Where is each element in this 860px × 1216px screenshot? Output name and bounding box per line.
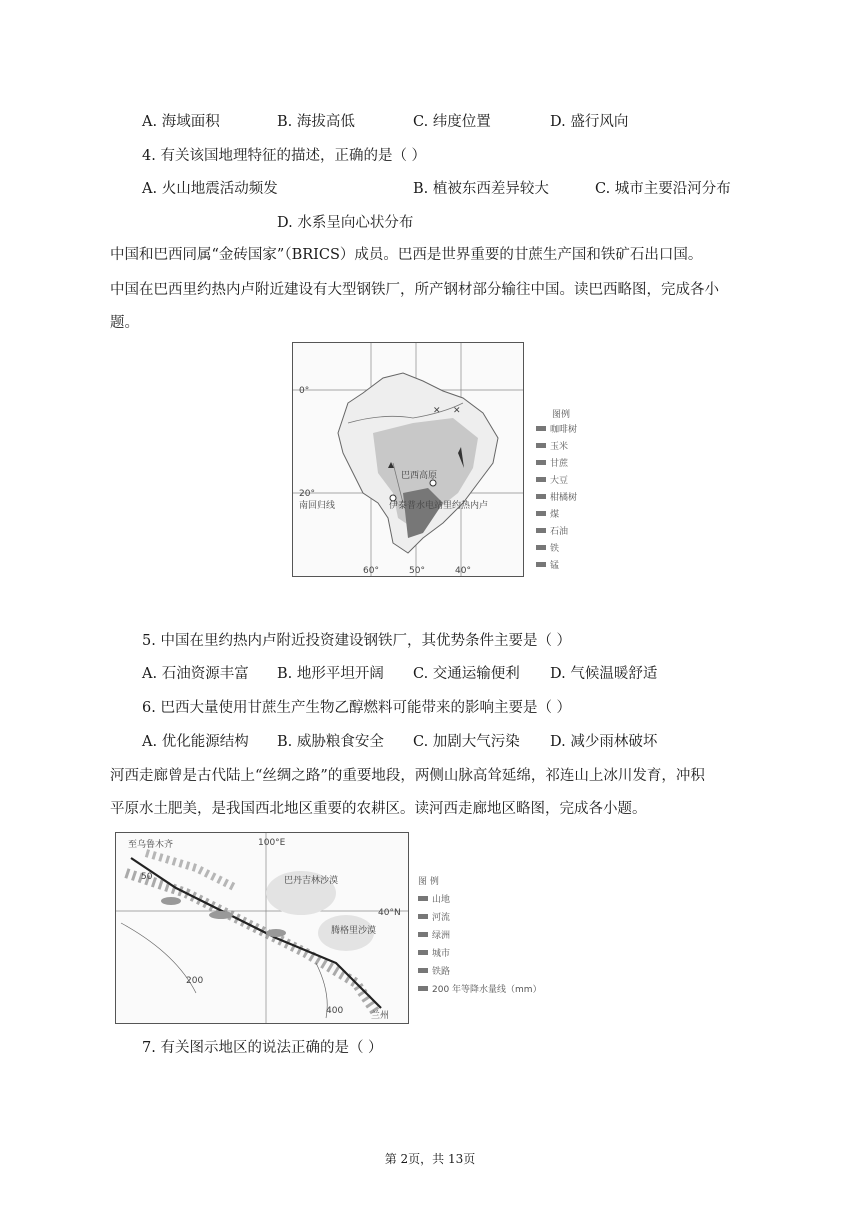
passage-brazil-line3: 题。 [110,315,139,331]
brazil-map [292,342,524,577]
lanzhou-label: 兰州 [371,1011,390,1021]
brazil-legend-item: 铁 [550,544,560,554]
hexi-legend-swatch [418,950,428,955]
brazil-legend-swatch [536,511,546,516]
page-footer: 第 2页，共 13页 [384,1152,476,1166]
tengger-label: 腾格里沙漠 [331,926,377,936]
q7-stem: 7. 有关图示地区的说法正确的是（ ） [142,1040,383,1056]
q3-option-c: C. 纬度位置 [413,114,491,130]
badain-label: 巴丹吉林沙漠 [284,876,339,886]
brazil-legend-swatch [536,545,546,550]
brazil-legend-swatch [536,562,546,567]
iso-400-label: 400 [326,1006,344,1016]
lon-50-label: 50° [409,566,425,576]
q6-option-a: A. 优化能源结构 [142,734,249,750]
legend-title: 图 例 [418,877,439,887]
iso-200-label: 200 [186,976,204,986]
q3-option-a: A. 海域面积 [142,114,220,130]
q6-option-c: C. 加剧大气污染 [413,734,520,750]
q5-option-d: D. 气候温暖舒适 [550,666,658,682]
brazil-legend-swatch [536,443,546,448]
hydro-label: 伊泰普水电站 [389,501,444,511]
lat-40n-label: 40°N [378,908,401,918]
hexi-legend-swatch [418,896,428,901]
hexi-legend-swatch [418,914,428,919]
q4-option-d: D. 水系呈向心状分布 [277,215,414,231]
q4-stem: 4. 有关该国地理特征的描述，正确的是（ ） [142,148,427,164]
q6-option-d: D. 减少雨林破坏 [550,734,658,750]
hexi-legend [414,872,542,1018]
brazil-legend-item: 柑橘树 [550,493,578,503]
passage-brazil-line2: 中国在巴西里约热内卢附近建设有大型钢铁厂，所产钢材部分输往中国。读巴西略图，完成各小 [110,282,719,298]
sugarcane-icon: ✕ [453,406,461,416]
brazil-legend-swatch [536,494,546,499]
hexi-legend-item: 200 年等降水量线（mm） [432,985,542,995]
hexi-legend-swatch [418,986,428,991]
q3-option-d: D. 盛行风向 [550,114,629,130]
q5-option-b: B. 地形平坦开阔 [277,666,384,682]
lon-60-label: 60° [363,566,379,576]
brazil-legend-item: 咖啡树 [550,425,578,435]
hexi-legend-swatch [418,932,428,937]
q3-option-b: B. 海拔高低 [277,114,355,130]
urumqi-label: 至乌鲁木齐 [128,840,174,850]
brazil-legend-swatch [536,460,546,465]
brazil-legend-swatch [536,426,546,431]
hexi-legend-item: 山地 [432,895,451,905]
rio-label: 里约热内卢 [443,501,489,511]
brazil-legend-item: 玉米 [550,442,569,452]
brazil-legend-item: 甘蔗 [550,459,569,469]
hexi-legend-item: 绿洲 [432,931,451,941]
lat-20-label: 20° [299,489,315,499]
q5-option-a: A. 石油资源丰富 [142,666,249,682]
legend-title: 图例 [552,410,571,420]
passage-hexi-line1: 河西走廊曾是古代陆上“丝绸之路”的重要地段，两侧山脉高耸延绵，祁连山上冰川发育，冲积 [110,768,705,784]
q4-option-a: A. 火山地震活动频发 [142,181,278,197]
hexi-legend-item: 河流 [432,913,451,923]
hexi-legend-item: 城市 [432,949,451,959]
q5-option-c: C. 交通运输便利 [413,666,520,682]
brazil-legend-swatch [536,528,546,533]
brazil-legend [532,408,602,578]
brazil-legend-swatch [536,477,546,482]
q5-stem: 5. 中国在里约热内卢附近投资建设钢铁厂，其优势条件主要是（ ） [142,633,572,649]
q6-option-b: B. 威胁粮食安全 [277,734,384,750]
brazil-legend-item: 石油 [550,527,569,537]
q4-option-c: C. 城市主要沿河分布 [595,181,731,197]
hexi-legend-item: 铁路 [432,967,451,977]
tropic-label: 南回归线 [299,501,336,511]
passage-hexi-line2: 平原水土肥美，是我国西北地区重要的农耕区。读河西走廊地区略图，完成各小题。 [110,801,647,817]
iso-50-label: 50 [141,872,153,882]
brazil-legend-item: 煤 [550,510,560,520]
lon-40-label: 40° [455,566,471,576]
brazil-legend-item: 大豆 [550,476,569,486]
hexi-map [115,832,409,1024]
brazil-legend-item: 锰 [550,561,560,571]
hexi-legend-swatch [418,968,428,973]
lat-0-label: 0° [299,386,310,396]
lon-100e-label: 100°E [258,838,286,848]
sugarcane-icon: ✕ [433,406,441,416]
plateau-label: 巴西高原 [401,471,438,481]
q6-stem: 6. 巴西大量使用甘蔗生产生物乙醇燃料可能带来的影响主要是（ ） [142,700,572,716]
passage-brazil-line1: 中国和巴西同属“金砖国家”（BRICS）成员。巴西是世界重要的甘蔗生产国和铁矿石出口国。 [110,247,703,263]
q4-option-b: B. 植被东西差异较大 [413,181,549,197]
